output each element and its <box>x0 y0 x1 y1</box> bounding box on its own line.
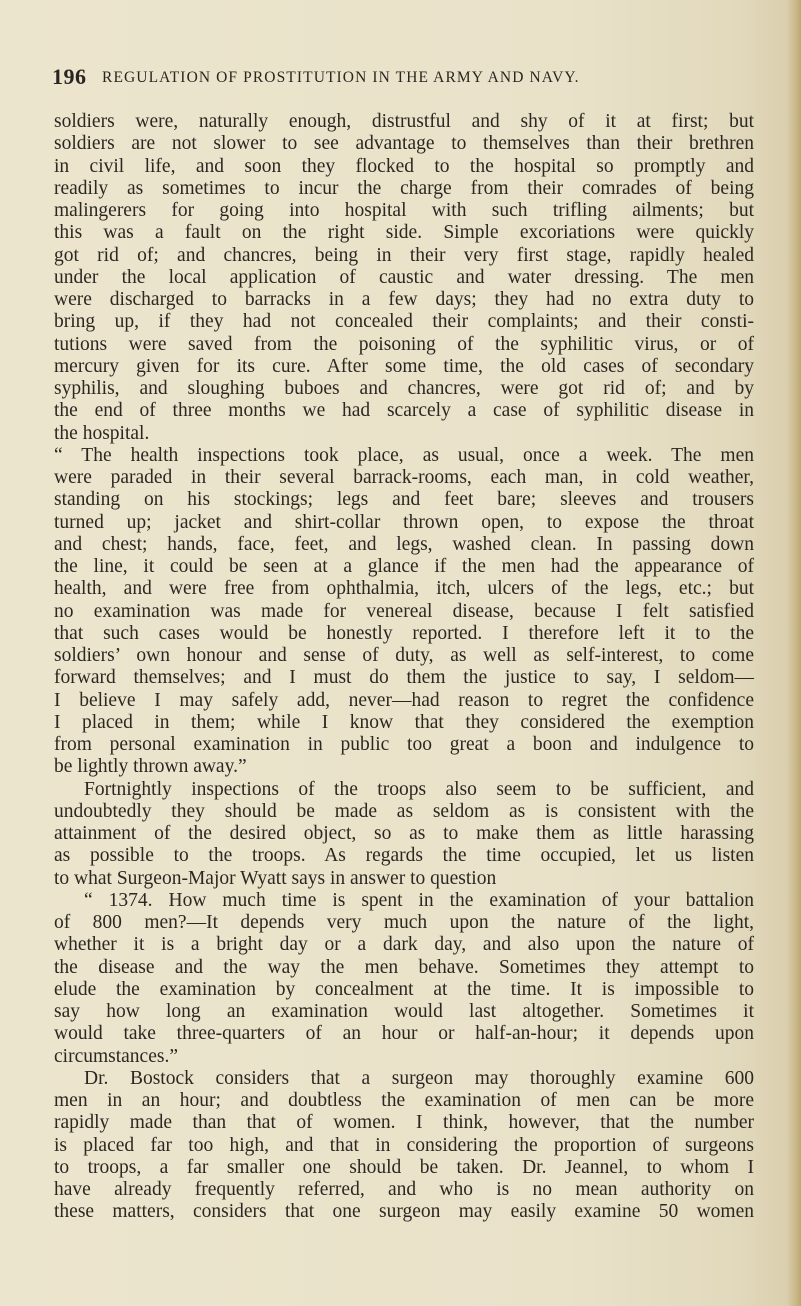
text-line: Fortnightly inspections of the troops also seem to be sufficient, and <box>84 778 754 800</box>
text-line: from personal examination in public too great a boon and indulgence to <box>54 734 754 755</box>
text-line: tutions were saved from the poisoning of the syphilitic virus, or of <box>54 333 754 355</box>
text-line: men in an hour; and doubtless the examination of men can be more <box>54 1090 754 1111</box>
text-line: soldiers are not slower to see advantage to themselves than their brethren <box>54 133 754 155</box>
text-line: rapidly made than that of women. I think, however, that the number <box>54 1112 754 1134</box>
text-line: the line, it could be seen at a glance if the men had the appearance of <box>54 556 754 577</box>
body-text <box>54 111 754 1224</box>
text-line: malingerers for going into hospital with such trifling ailments; but <box>54 200 754 221</box>
text-line: soldiers’ own honour and sense of duty, as well as self-interest, to come <box>54 645 754 666</box>
text-line: mercury given for its cure. After some time, the old cases of secondary <box>54 355 754 377</box>
text-line: circumstances.” <box>54 1045 178 1067</box>
text-line: no examination was made for venereal disease, because I felt satisfied <box>54 600 754 622</box>
text-line: Dr. Bostock considers that a surgeon may thoroughly examine 600 <box>84 1067 754 1089</box>
text-line: “ The health inspections took place, as usual, once a week. The men <box>54 444 754 466</box>
text-line: say how long an examination would last altogether. Sometimes it <box>54 1001 754 1022</box>
text-line: forward themselves; and I must do them the justice to say, I seldom— <box>54 667 754 689</box>
text-line: standing on his stockings; legs and feet bare; sleeves and trousers <box>54 489 754 511</box>
text-line: have already frequently referred, and who is no mean authority on <box>54 1179 754 1200</box>
text-line: undoubtedly they should be made as seldom as is consistent with the <box>54 800 754 822</box>
text-line: to what Surgeon-Major Wyatt says in answer to question <box>54 867 497 889</box>
text-line: in civil life, and soon they flocked to the hospital so promptly and <box>54 155 754 177</box>
text-line: bring up, if they had not concealed their complaints; and their consti- <box>54 311 754 333</box>
page-number: 196 <box>52 64 87 89</box>
text-line: and chest; hands, face, feet, and legs, washed clean. In passing down <box>54 533 754 555</box>
text-line: “ 1374. How much time is spent in the examination of your battalion <box>84 889 754 911</box>
text-line: were paraded in their several barrack-rooms, each man, in cold weather, <box>54 467 754 488</box>
page-edge <box>787 0 801 1306</box>
page-header <box>52 64 752 94</box>
text-line: elude the examination by concealment at the time. It is impossible to <box>54 978 754 1000</box>
text-line: turned up; jacket and shirt-collar thrown open, to expose the throat <box>54 511 754 533</box>
text-line: of 800 men?—It depends very much upon the nature of the light, <box>54 912 754 933</box>
text-line: this was a fault on the right side. Simple excoriations were quickly <box>54 222 754 244</box>
text-line: would take three-quarters of an hour or half-an-hour; it depends upon <box>54 1023 754 1045</box>
text-line: health, and were free from ophthalmia, itch, ulcers of the legs, etc.; but <box>54 578 754 600</box>
text-line: these matters, considers that one surgeon may easily examine 50 women <box>54 1201 754 1223</box>
text-line: soldiers were, naturally enough, distrustful and shy of it at first; but <box>54 111 754 132</box>
text-line: were discharged to barracks in a few days; they had no extra duty to <box>54 289 754 310</box>
text-line: I believe I may safely add, never—had reason to regret the confidence <box>54 689 754 711</box>
text-line: is placed far too high, and that in considering the proportion of surgeons <box>54 1134 754 1156</box>
text-line: as possible to the troops. As regards the time occupied, let us listen <box>54 845 754 867</box>
text-line: the end of three months we had scarcely a case of syphilitic disease in <box>54 400 754 422</box>
text-line: whether it is a bright day or a dark day, and also upon the nature of <box>54 934 754 956</box>
text-line: readily as sometimes to incur the charge from their comrades of being <box>54 177 754 199</box>
text-line: to troops, a far smaller one should be taken. Dr. Jeannel, to whom I <box>54 1156 754 1178</box>
text-line: attainment of the desired object, so as to make them as little harassing <box>54 823 754 844</box>
text-line: got rid of; and chancres, being in their very first stage, rapidly healed <box>54 244 754 266</box>
text-line: the disease and the way the men behave. Sometimes they attempt to <box>54 956 754 978</box>
text-line: under the local application of caustic and water dressing. The men <box>54 266 754 288</box>
text-line: that such cases would be honestly reported. I therefore left it to the <box>54 622 754 644</box>
text-line: I placed in them; while I know that they considered the exemption <box>54 711 754 733</box>
running-title: REGULATION OF PROSTITUTION IN THE ARMY AND NAVY. <box>102 69 580 86</box>
text-line: syphilis, and sloughing buboes and chancres, were got rid of; and by <box>54 378 754 399</box>
text-line: be lightly thrown away.” <box>54 756 247 778</box>
text-line: the hospital. <box>54 422 150 444</box>
